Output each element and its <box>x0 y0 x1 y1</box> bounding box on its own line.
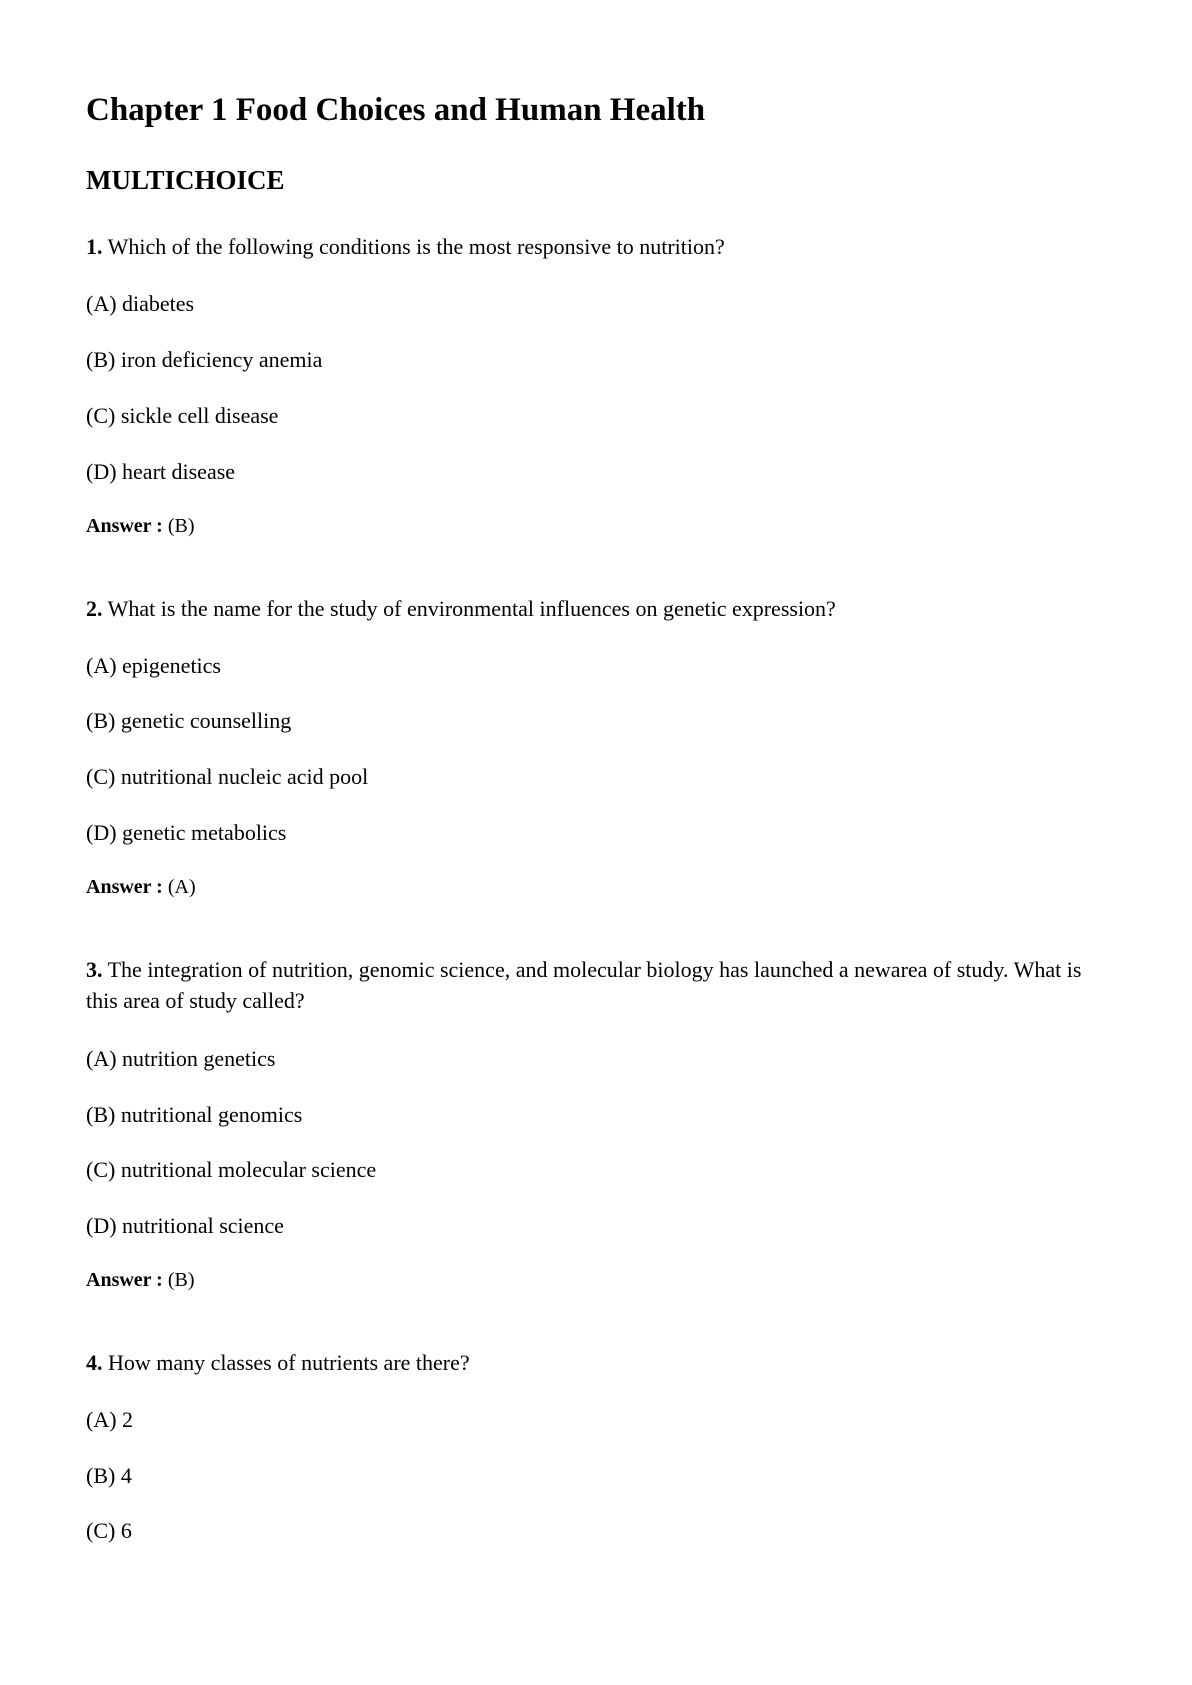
option-d: (D) heart disease <box>86 459 236 484</box>
option-c: (C) nutritional molecular science <box>86 1157 377 1182</box>
option-b: (B) 4 <box>86 1463 132 1488</box>
answer-3 <box>86 1267 195 1293</box>
option-c: (C) sickle cell disease <box>86 403 279 428</box>
question-text: Which of the following conditions is the most responsive to nutrition? <box>107 234 725 259</box>
answer-1 <box>86 513 195 539</box>
question-1 <box>86 231 1116 262</box>
answer-value: (A) <box>167 876 196 898</box>
question-number: 4. <box>86 1350 103 1375</box>
answer-label: Answer : <box>86 876 163 898</box>
question-text: How many classes of nutrients are there? <box>108 1350 470 1375</box>
answer-value: (B) <box>167 515 195 537</box>
chapter-title: Chapter 1 Food Choices and Human Health <box>86 92 706 128</box>
answer-2 <box>86 874 196 900</box>
section-title: MULTICHOICE <box>86 165 285 195</box>
option-d: (D) genetic metabolics <box>86 820 287 845</box>
option-b: (B) nutritional genomics <box>86 1102 303 1127</box>
question-text: The integration of nutrition, genomic science, and molecular biology has launched a newarea of study. What is this area of study called? <box>86 957 1082 1013</box>
option-a: (A) 2 <box>86 1407 134 1432</box>
option-c: (C) nutritional nucleic acid pool <box>86 764 369 789</box>
question-3 <box>86 954 1116 1016</box>
option-a: (A) diabetes <box>86 291 195 316</box>
option-b: (B) genetic counselling <box>86 708 292 733</box>
option-c: (C) 6 <box>86 1518 132 1543</box>
option-a: (A) epigenetics <box>86 653 221 678</box>
question-number: 1. <box>86 234 103 259</box>
question-4 <box>86 1347 1116 1378</box>
question-2 <box>86 593 1116 624</box>
answer-value: (B) <box>167 1269 195 1291</box>
question-number: 2. <box>86 596 103 621</box>
answer-label: Answer : <box>86 515 163 537</box>
option-b: (B) iron deficiency anemia <box>86 347 323 372</box>
answer-label: Answer : <box>86 1269 163 1291</box>
question-text: What is the name for the study of environmental influences on genetic expression? <box>107 596 836 621</box>
question-number: 3. <box>86 957 103 982</box>
option-d: (D) nutritional science <box>86 1213 284 1238</box>
option-a: (A) nutrition genetics <box>86 1046 276 1071</box>
